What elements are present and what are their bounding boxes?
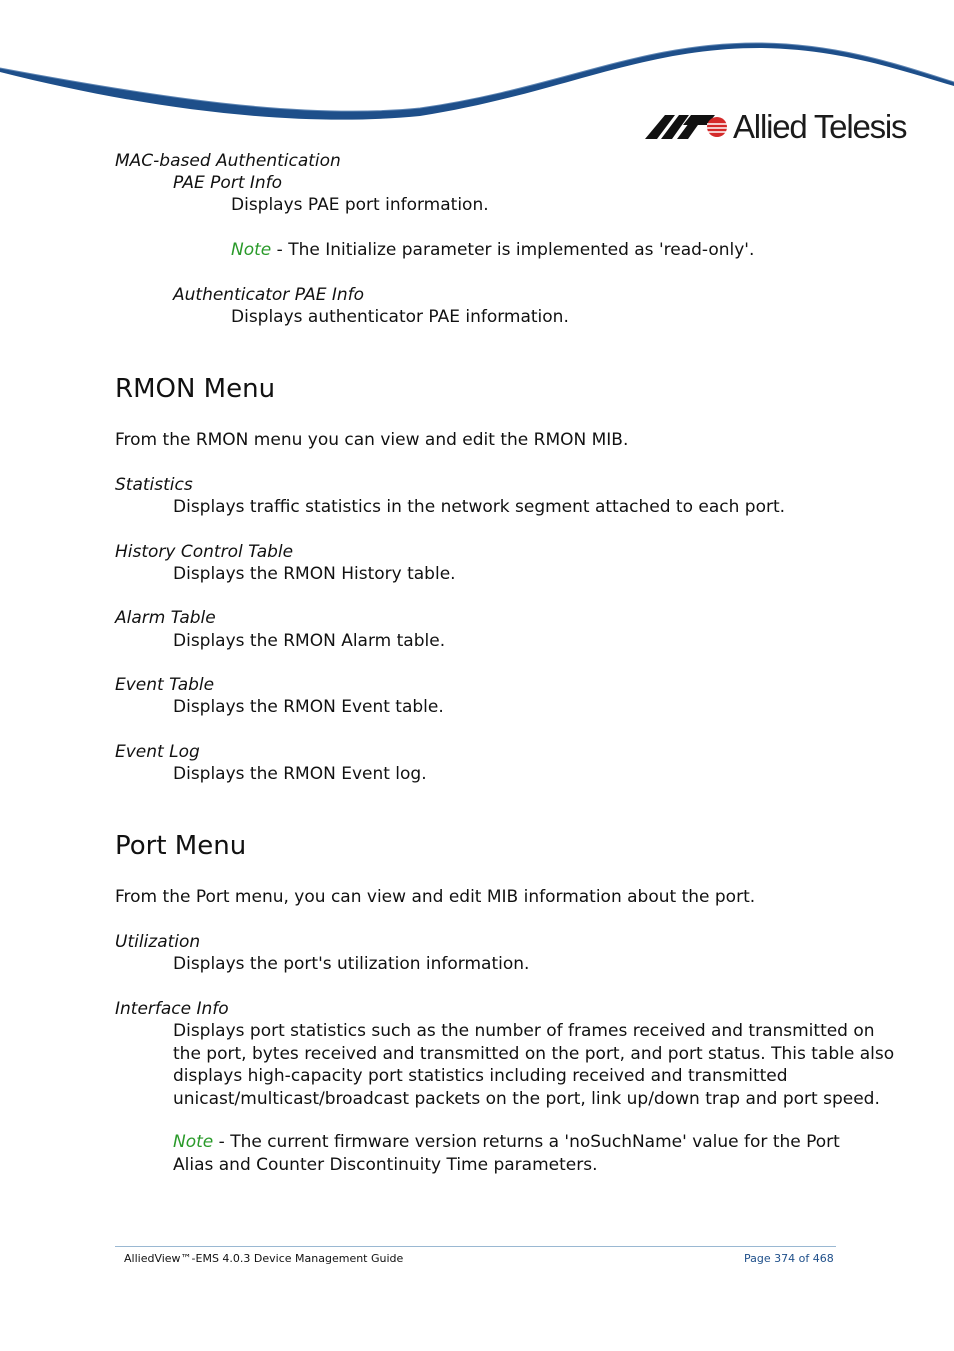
rmon-item-description: Displays the RMON Event log. (173, 764, 427, 784)
note-text: - The Initialize parameter is implemented as 'read-only'. (271, 240, 755, 260)
utilization-description: Displays the port's utilization information. (173, 954, 530, 974)
pae-port-info-title: PAE Port Info (173, 173, 283, 193)
pae-port-info-note (231, 239, 754, 261)
rmon-item-description: Displays the RMON History table. (173, 564, 456, 584)
rmon-item-title: Alarm Table (115, 608, 216, 628)
auth-pae-info-title: Authenticator PAE Info (173, 285, 365, 305)
utilization-title: Utilization (115, 932, 201, 952)
rmon-item-description: Displays the RMON Event table. (173, 697, 444, 717)
description-line: displays high-capacity port statistics including received and transmitted (173, 1066, 788, 1086)
rmon-heading: RMON Menu (115, 374, 276, 404)
footer-divider (115, 1246, 836, 1247)
interface-info-title: Interface Info (115, 999, 229, 1019)
port-intro: From the Port menu, you can view and edit MIB information about the port. (115, 887, 756, 907)
rmon-item-description: Displays the RMON Alarm table. (173, 631, 446, 651)
description-line: unicast/multicast/broadcast packets on the port, link up/down trap and port speed. (173, 1088, 880, 1109)
port-heading: Port Menu (115, 831, 247, 861)
rmon-item-description: Displays traffic statistics in the network segment attached to each port. (173, 497, 786, 517)
rmon-item-title: Statistics (115, 475, 193, 495)
mac-auth-title: MAC-based Authentication (115, 151, 341, 171)
note-label: Note (173, 1132, 214, 1152)
logo-mark-icon (645, 113, 729, 141)
note-text-continued: Alias and Counter Discontinuity Time parameters. (173, 1154, 598, 1175)
footer-page-number: Page 374 of 468 (744, 1252, 834, 1265)
note-label: Note (231, 240, 272, 260)
interface-info-description (173, 1020, 894, 1110)
rmon-item-title: Event Log (115, 742, 200, 762)
auth-pae-info-description: Displays authenticator PAE information. (231, 307, 569, 327)
note-text: - The current firmware version returns a 'noSuchName' value for the Port (213, 1132, 840, 1152)
footer-guide-title: AlliedView™-EMS 4.0.3 Device Management Guide (124, 1252, 404, 1265)
interface-info-note (173, 1131, 840, 1176)
logo-text: Allied Telesis (733, 108, 907, 145)
pae-port-info-description: Displays PAE port information. (231, 195, 489, 215)
description-line: Displays port statistics such as the number of frames received and transmitted on (173, 1021, 875, 1041)
rmon-item-title: History Control Table (115, 542, 294, 562)
rmon-intro: From the RMON menu you can view and edit the RMON MIB. (115, 430, 629, 450)
description-line: the port, bytes received and transmitted on the port, and port status. This table also (173, 1043, 895, 1064)
rmon-item-title: Event Table (115, 675, 215, 695)
